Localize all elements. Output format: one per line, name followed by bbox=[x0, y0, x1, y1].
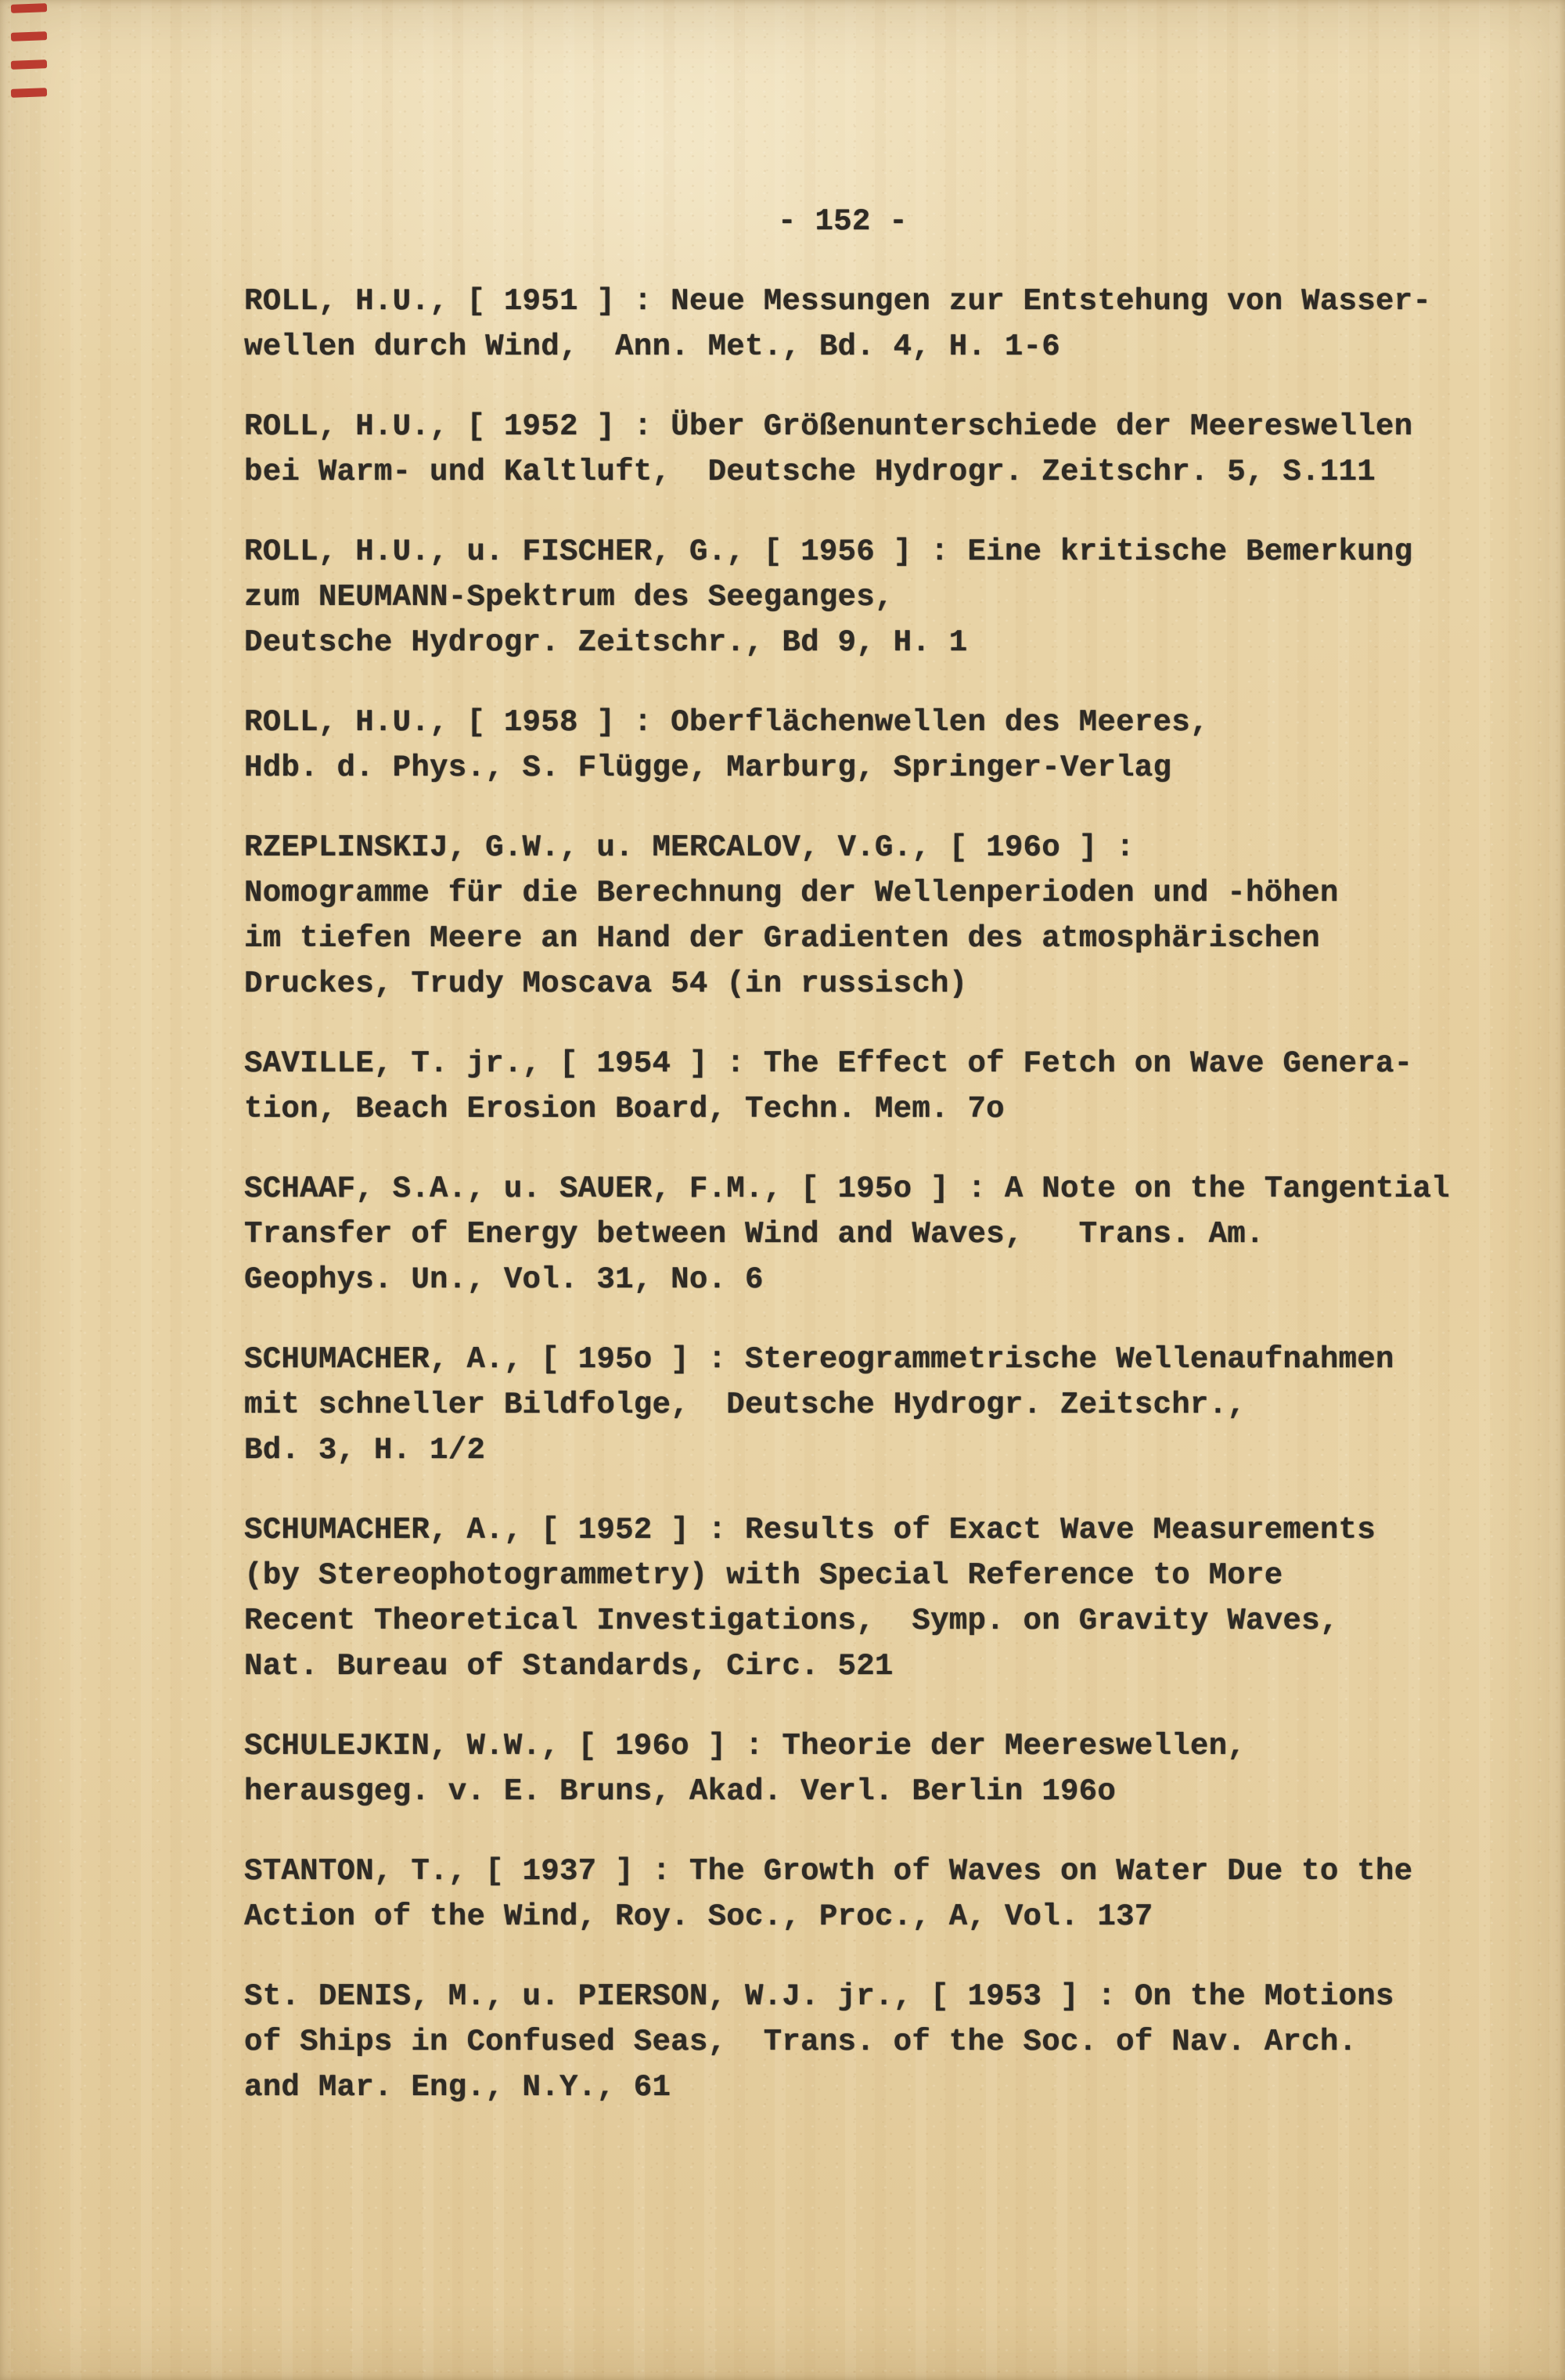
bibliography-entry bbox=[244, 825, 1441, 1006]
red-mark bbox=[11, 88, 47, 98]
entry-line: wellen durch Wind, Ann. Met., Bd. 4, H. 1-6 bbox=[244, 329, 1060, 364]
entry-line: bei Warm- und Kaltluft, Deutsche Hydrogr. Zeitschr. 5, S.111 bbox=[244, 455, 1376, 489]
entry-line: herausgeg. v. E. Bruns, Akad. Verl. Berlin 196o bbox=[244, 1774, 1117, 1809]
entry-line: STANTON, T., [ 1937 ] : The Growth of Waves on Water Due to the bbox=[244, 1854, 1413, 1889]
entry-line: Deutsche Hydrogr. Zeitschr., Bd 9, H. 1 bbox=[244, 625, 968, 660]
entry-line: RZEPLINSKIJ, G.W., u. MERCALOV, V.G., [ 196o ] : bbox=[244, 830, 1135, 865]
entry-line: mit schneller Bildfolge, Deutsche Hydrogr. Zeitschr., bbox=[244, 1388, 1247, 1422]
entry-line: and Mar. Eng., N.Y., 61 bbox=[244, 2070, 671, 2105]
entry-line: zum NEUMANN-Spektrum des Seeganges, bbox=[244, 580, 894, 614]
entry-line: Action of the Wind, Roy. Soc., Proc., A, Vol. 137 bbox=[244, 1899, 1153, 1934]
entry-line: im tiefen Meere an Hand der Gradienten des atmosphärischen bbox=[244, 921, 1320, 956]
bibliography-entry bbox=[244, 1166, 1450, 1302]
entry-line: tion, Beach Erosion Board, Techn. Mem. 7o bbox=[244, 1092, 1005, 1126]
entry-line: SCHULEJKIN, W.W., [ 196o ] : Theorie der Meereswellen, bbox=[244, 1729, 1247, 1763]
entry-line: ROLL, H.U., u. FISCHER, G., [ 1956 ] : Eine kritische Bemerkung bbox=[244, 535, 1413, 569]
bibliography-entry bbox=[244, 404, 1441, 495]
red-mark bbox=[11, 31, 47, 41]
entry-line: of Ships in Confused Seas, Trans. of the Soc. of Nav. Arch. bbox=[244, 2025, 1358, 2059]
entry-line: Nat. Bureau of Standards, Circ. 521 bbox=[244, 1649, 894, 1683]
bibliography-entry bbox=[244, 1507, 1441, 1689]
red-mark bbox=[11, 59, 47, 70]
bibliography-entry bbox=[244, 529, 1441, 665]
bibliography-entry bbox=[244, 700, 1441, 790]
bibliography-entry bbox=[244, 1041, 1441, 1132]
red-mark bbox=[11, 3, 47, 13]
bibliography-content bbox=[244, 0, 1450, 2144]
entry-line: Nomogramme für die Berechnung der Wellenperioden und -höhen bbox=[244, 876, 1339, 910]
bibliography-entry bbox=[244, 279, 1441, 369]
entry-line: (by Stereophotogrammetry) with Special Reference to More bbox=[244, 1558, 1283, 1593]
bibliography-entry bbox=[244, 1974, 1441, 2110]
entry-line: SCHAAF, S.A., u. SAUER, F.M., [ 195o ] : A Note on the Tangential bbox=[244, 1172, 1450, 1206]
entry-line: Druckes, Trudy Moscava 54 (in russisch) bbox=[244, 967, 968, 1001]
bibliography-entry bbox=[244, 1849, 1441, 1939]
entry-line: SCHUMACHER, A., [ 195o ] : Stereogrammetrische Wellenaufnahmen bbox=[244, 1342, 1394, 1377]
entry-line: Bd. 3, H. 1/2 bbox=[244, 1433, 486, 1467]
entry-line: Hdb. d. Phys., S. Flügge, Marburg, Springer-Verlag bbox=[244, 751, 1172, 785]
entry-line: SAVILLE, T. jr., [ 1954 ] : The Effect of Fetch on Wave Genera- bbox=[244, 1046, 1413, 1081]
entry-line: Geophys. Un., Vol. 31, No. 6 bbox=[244, 1262, 764, 1297]
entry-line: Recent Theoretical Investigations, Symp. on Gravity Waves, bbox=[244, 1604, 1339, 1638]
entry-line: SCHUMACHER, A., [ 1952 ] : Results of Exact Wave Measurements bbox=[244, 1513, 1376, 1547]
bibliography-entry bbox=[244, 1723, 1441, 1814]
red-margin-marks bbox=[11, 4, 47, 117]
bibliography-entry bbox=[244, 1337, 1441, 1473]
entry-line: ROLL, H.U., [ 1958 ] : Oberflächenwellen des Meeres, bbox=[244, 705, 1209, 740]
entry-line: ROLL, H.U., [ 1951 ] : Neue Messungen zur Entstehung von Wasser- bbox=[244, 284, 1432, 319]
page-number: - 152 - bbox=[778, 204, 908, 239]
entry-line: St. DENIS, M., u. PIERSON, W.J. jr., [ 1953 ] : On the Motions bbox=[244, 1979, 1394, 2014]
entry-line: Transfer of Energy between Wind and Waves, Trans. Am. bbox=[244, 1217, 1265, 1251]
entry-line: ROLL, H.U., [ 1952 ] : Über Größenunterschiede der Meereswellen bbox=[244, 409, 1413, 444]
